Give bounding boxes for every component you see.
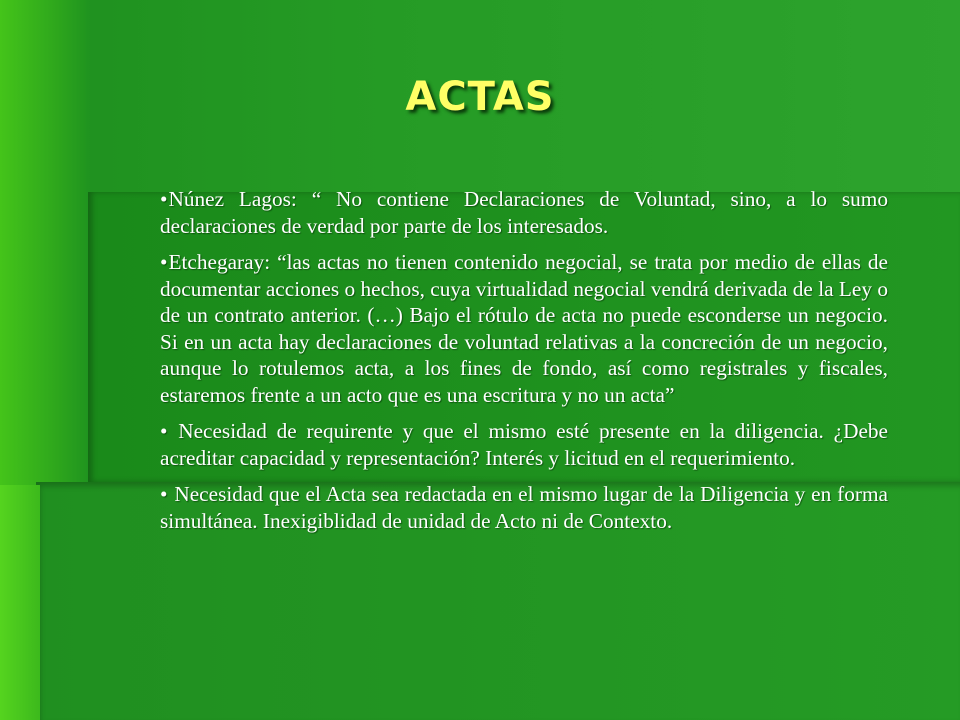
paragraph-etchegaray: [160, 249, 888, 408]
slide-content: [160, 186, 888, 544]
paragraph-text: Necesidad de requirente y que el mismo esté presente en la diligencia. ¿Debe acreditar capacidad y representación? Interés y licitud en el requerimiento.: [160, 419, 888, 470]
paragraph-nunez-lagos: [160, 186, 888, 239]
paragraph-requirente: [160, 418, 888, 471]
paragraph-lugar-acta: [160, 481, 888, 534]
paragraph-text: Etchegaray: “las actas no tienen contenido negocial, se trata por medio de ellas de documentar acciones o hechos, cuya virtualidad negocial vendrá derivada de la Ley o de un contrato anterior. (…) Bajo el rótulo de acta no puede esconderse un negocio. Si en un acta hay declaraciones de voluntad relativas a la concreción de un negocio, aunque lo rotulemos acta, a los fines de fondo, así como registrales y fiscales, estaremos frente a un acto que es una escritura y no un acta”: [160, 250, 888, 407]
slide-title: ACTAS: [405, 74, 555, 120]
paragraph-text: Necesidad que el Acta sea redactada en el mismo lugar de la Diligencia y en forma simultánea. Inexigiblidad de unidad de Acto ni de Contexto.: [160, 482, 888, 533]
background-bottom-left-strip: [0, 485, 40, 720]
bullet-icon: •: [160, 482, 168, 506]
bullet-icon: •: [160, 250, 168, 274]
bullet-icon: •: [160, 187, 168, 211]
bullet-icon: •: [160, 419, 168, 443]
paragraph-text: Núnez Lagos: “ No contiene Declaraciones de Voluntad, sino, a lo sumo declaraciones de verdad por parte de los interesados.: [160, 187, 888, 238]
